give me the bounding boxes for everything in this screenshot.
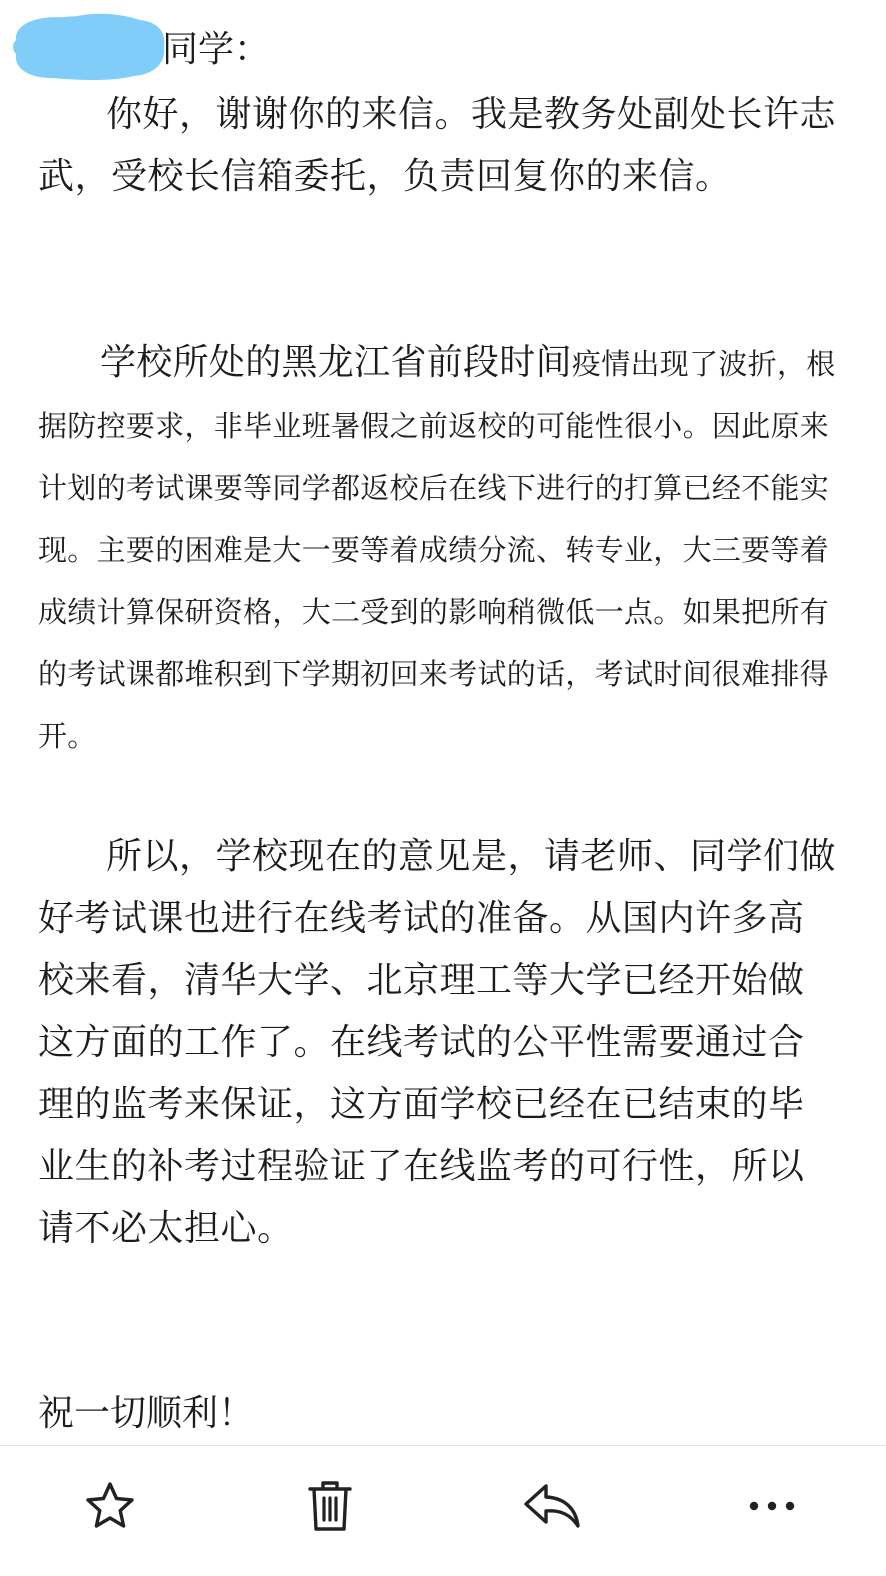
paragraph-greeting [38,84,838,208]
reply-button[interactable] [520,1474,584,1538]
paragraph-decision-text: 所以，学校现在的意见是，请老师、同学们做好考试课也进行在线考试的准备。从国内许多高校来看，清华大学、北京理工等大学已经开始做这方面的工作了。在线考试的公平性需要通过合理的监考来保证，这方面学校已经在已结束的毕业生的补考过程验证了在线监考的可行性，所以请不必太担心。 [38,836,837,1249]
paragraph-reason-text: 疫情出现了波折，根据防控要求，非毕业班暑假之前返校的可能性很小。因此原来计划的考试课要等同学都返校后在线下进行的打算已经不能实现。主要的困难是大一要等着成绩分流、转专业，大三要等着成绩计算保研资格，大二受到的影响稍微低一点。如果把所有的考试课都堆积到下学期初回来考试的话，考试时间很难排得开。 [38,347,836,753]
trash-icon [304,1478,356,1534]
delete-button[interactable] [298,1474,362,1538]
redaction-blob [8,10,168,82]
paragraph-greeting-text: 你好，谢谢你的来信。我是教务处副处长许志武，受校长信箱委托，负责回复你的来信。 [38,94,837,197]
salutation-text: 同学： [162,29,271,70]
reply-icon [522,1480,582,1532]
paragraph-decision [38,826,838,1260]
more-dots-icon [744,1496,800,1516]
more-button[interactable] [740,1474,804,1538]
star-button[interactable] [78,1474,142,1538]
closing-line: 祝一切顺利！ [38,1393,255,1434]
bottom-toolbar [0,1445,886,1576]
paragraph-reason [38,332,838,767]
paragraph-reason-lead: 学校所处的黑龙江省前段时间 [100,342,572,383]
star-icon [84,1480,136,1532]
